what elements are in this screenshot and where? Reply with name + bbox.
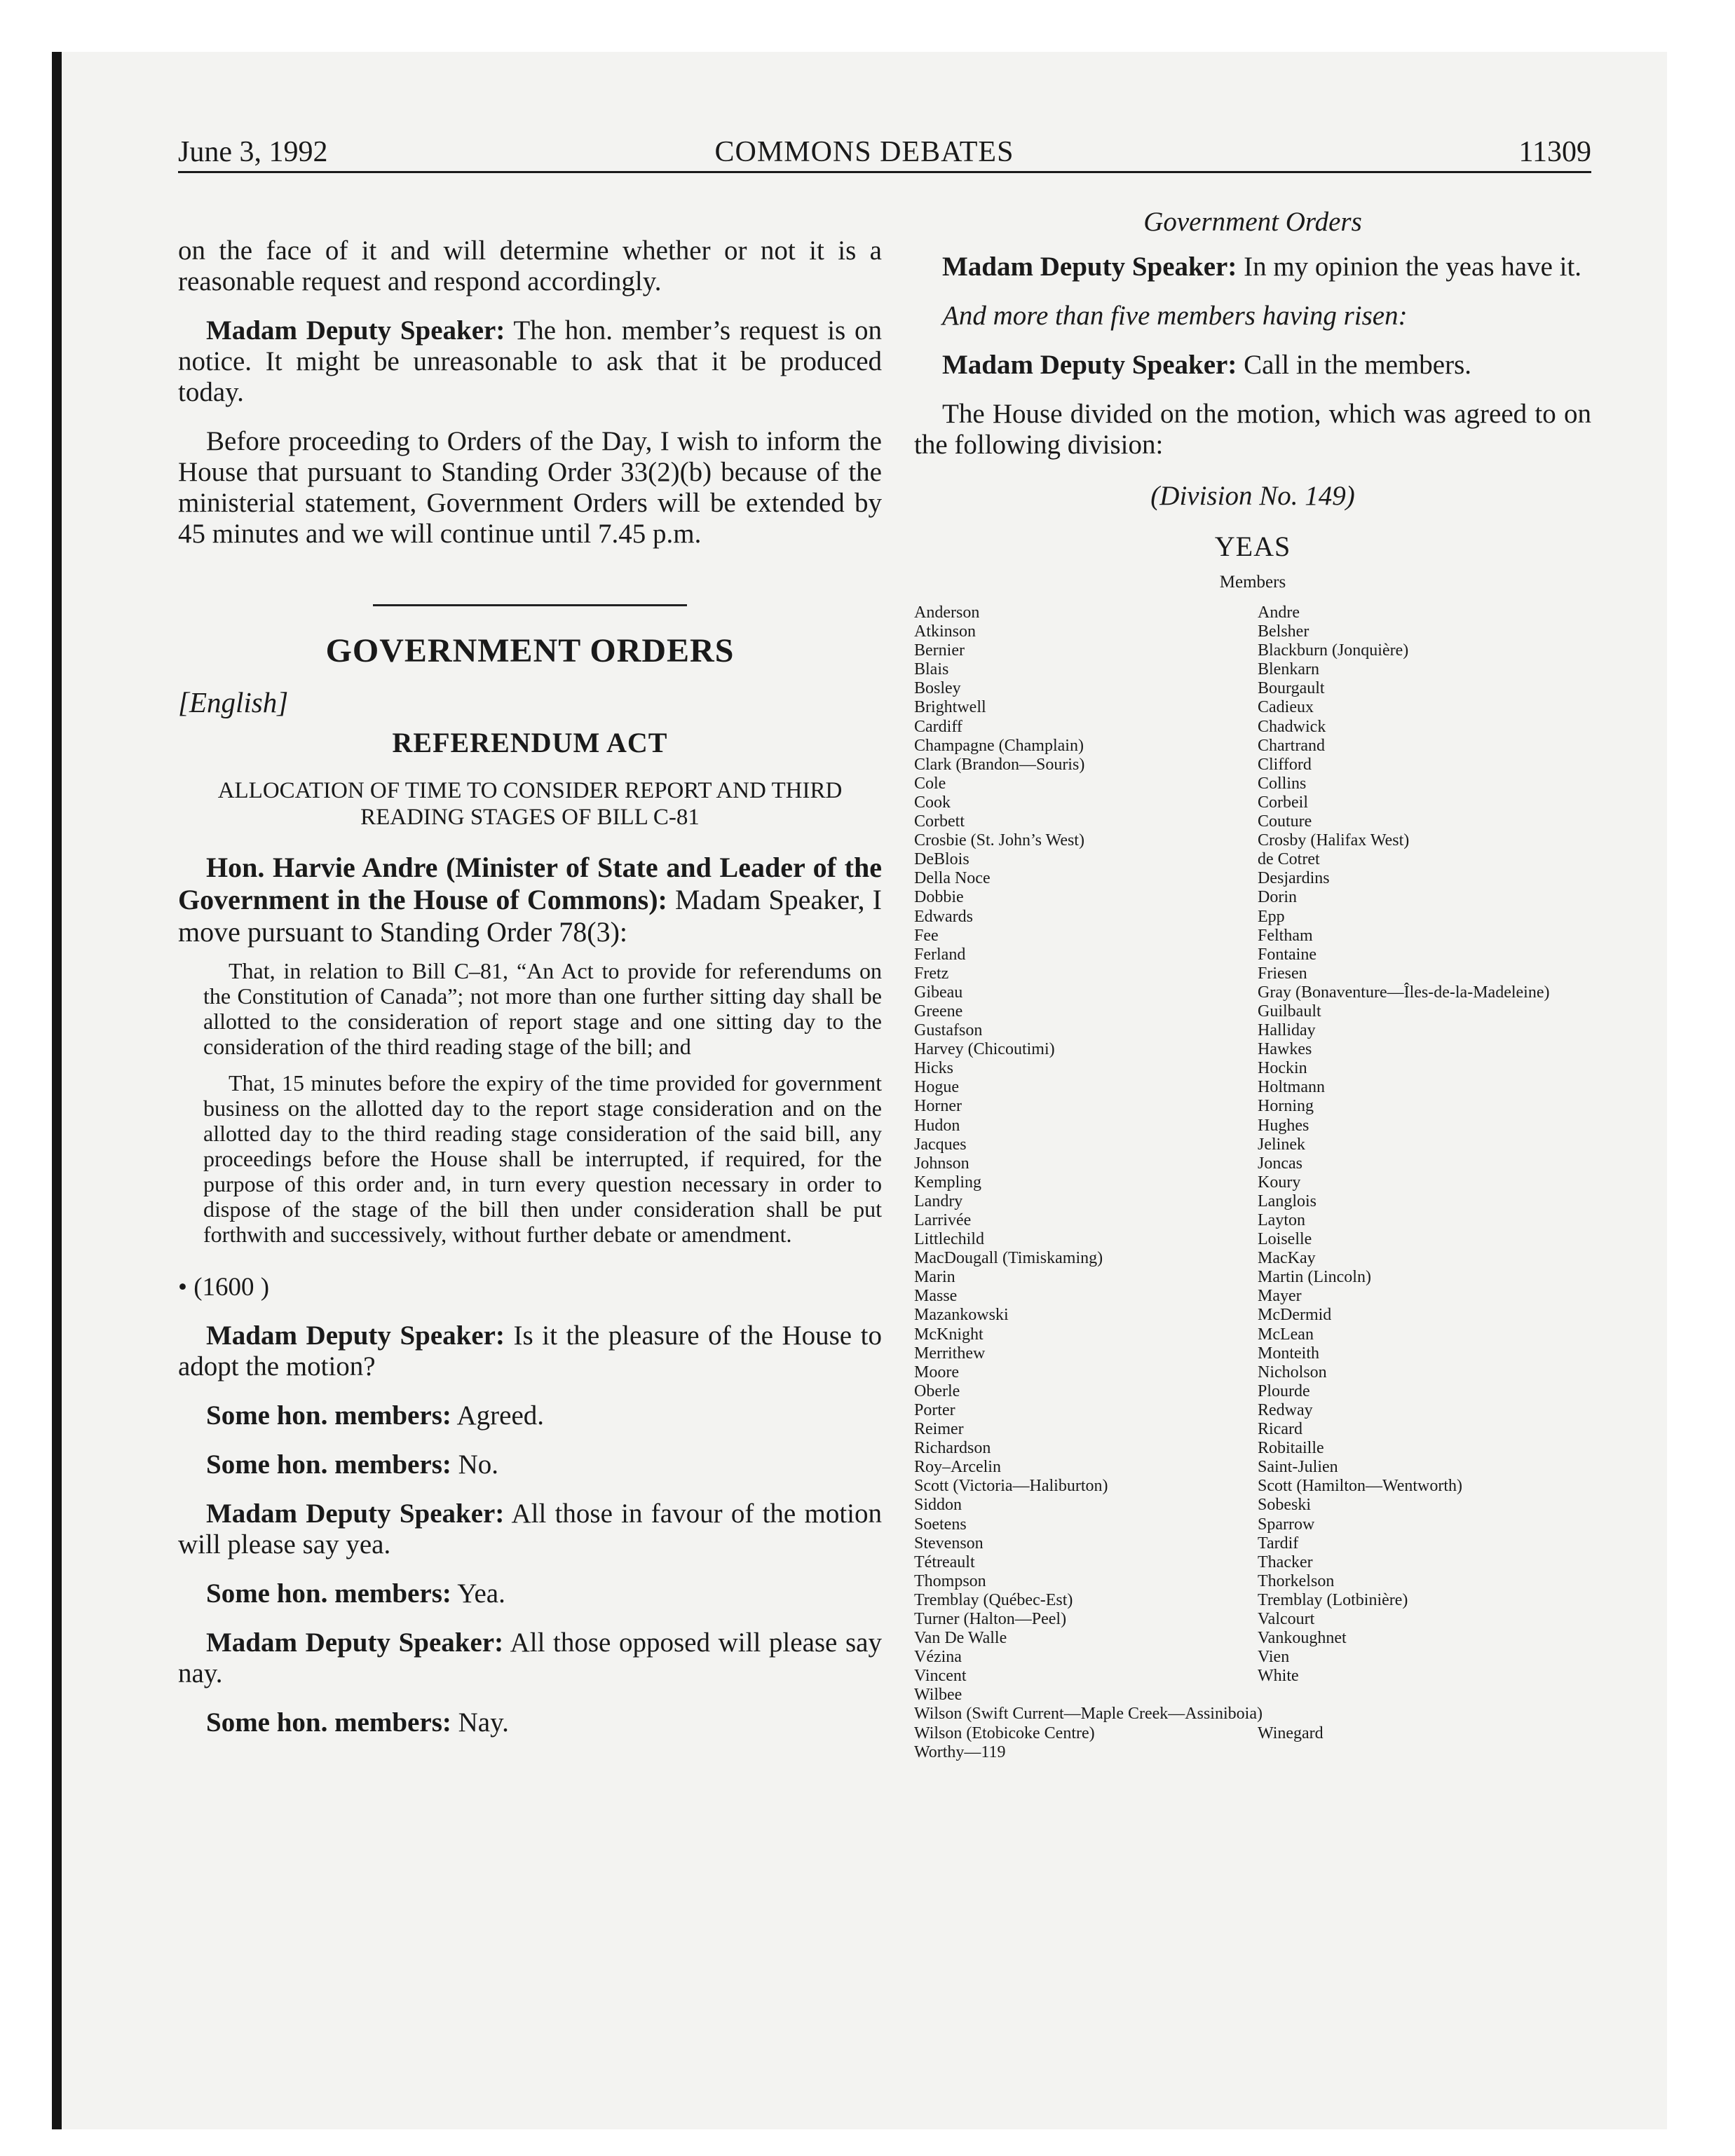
speech-text: The hon. member’s request is on notice. It might be unreasonable to ask that it be produced today.: [178, 315, 882, 407]
member-name: Wilson (Swift Current—Maple Creek—Assiniboia): [914, 1705, 1263, 1724]
member-name: Martin (Lincoln): [1258, 1268, 1371, 1287]
member-name: Plourde: [1258, 1381, 1310, 1400]
member-name: Greene: [914, 1002, 963, 1021]
member-name: Kempling: [914, 1173, 981, 1192]
member-name: Tremblay (Québec-Est): [914, 1590, 1073, 1609]
motion-text-2: That, 15 minutes before the expiry of the time provided for government business on the allotted day to the report stage consideration and on the allotted day to the third reading stage consideration of the said bill, any proceedings before the House shall be interrupted, if required, for the purpose of this order and, in turn every question necessary in order to dispose of the stage of the bill then under consideration shall be put forthwith and successively, without further debate or amendment.: [203, 1070, 882, 1247]
minister-paragraph: [178, 852, 882, 948]
speaker-paragraph: [178, 1499, 882, 1560]
paragraph-continuation: on the face of it and will determine whether or not it is a reasonable request and respond accordingly.: [178, 236, 882, 296]
member-name: Nicholson: [1258, 1363, 1327, 1381]
member-name: Soetens: [914, 1515, 967, 1534]
member-name: Friesen: [1258, 964, 1307, 983]
speaker-paragraph: [914, 252, 1591, 282]
member-name: DeBlois: [914, 850, 969, 869]
right-column: [914, 207, 1591, 1762]
member-name: White: [1258, 1667, 1299, 1686]
member-name: Mazankowski: [914, 1306, 1009, 1325]
member-name: Worthy—119: [914, 1742, 1006, 1761]
member-name: Vankoughnet: [1258, 1629, 1347, 1648]
member-name: Scott (Hamilton—Wentworth): [1258, 1477, 1463, 1496]
member-name: Van De Walle: [914, 1629, 1007, 1648]
minister-text: Madam Speaker, I move pursuant to Standing Order 78(3):: [178, 884, 883, 948]
member-name: Hogue: [914, 1078, 959, 1097]
speaker-name: Madam Deputy Speaker:: [206, 1499, 505, 1529]
speech-text: All those opposed will please say nay.: [178, 1628, 882, 1688]
member-name: MacKay: [1258, 1249, 1316, 1268]
speaker-paragraph: [178, 1707, 882, 1738]
member-name: Fontaine: [1258, 945, 1316, 964]
member-name: Masse: [914, 1287, 958, 1306]
member-name: Della Noce: [914, 869, 991, 888]
header-title: COMMONS DEBATES: [714, 136, 1014, 168]
member-name: Turner (Halton—Peel): [914, 1609, 1067, 1628]
timestamp: • (1600 ): [178, 1273, 270, 1302]
member-name: McKnight: [914, 1325, 984, 1344]
speaker-name: Some hon. members:: [206, 1707, 451, 1738]
member-name: Dobbie: [914, 888, 964, 907]
member-name: Thacker: [1258, 1553, 1313, 1571]
member-name: Anderson: [914, 603, 980, 622]
member-name: Hockin: [1258, 1059, 1307, 1078]
member-name: Atkinson: [914, 622, 977, 641]
member-name: Chadwick: [1258, 717, 1326, 736]
allocation-heading: ALLOCATION OF TIME TO CONSIDER REPORT AND THIRD READING STAGES OF BILL C-81: [217, 778, 843, 830]
member-name: Winegard: [1258, 1724, 1324, 1742]
yeas-list: [914, 603, 1591, 1762]
speaker-paragraph: [914, 350, 1591, 381]
member-name: Fee: [914, 926, 939, 945]
speaker-paragraph: [178, 1628, 882, 1689]
left-column: [178, 236, 882, 1738]
member-name: [1258, 1705, 1591, 1724]
speech-text: Agreed.: [451, 1400, 545, 1431]
member-name: Layton: [1258, 1211, 1305, 1229]
member-name: Thompson: [914, 1571, 986, 1590]
header-date: June 3, 1992: [178, 136, 328, 168]
member-name: Corbeil: [1258, 793, 1308, 812]
member-name: Wilson (Etobicoke Centre): [914, 1724, 1095, 1742]
member-name: Gibeau: [914, 983, 963, 1002]
member-name: Feltham: [1258, 926, 1313, 945]
speaker-paragraph: [178, 1449, 882, 1480]
speaker-name: Some hon. members:: [206, 1400, 451, 1431]
member-name: Edwards: [914, 907, 973, 926]
yeas-column-2: [1258, 603, 1591, 1762]
member-name: Merrithew: [914, 1344, 986, 1363]
member-name: Fretz: [914, 964, 949, 983]
member-name: McLean: [1258, 1325, 1314, 1344]
member-name: Blenkarn: [1258, 660, 1319, 679]
member-name: Bernier: [914, 641, 965, 660]
member-name: Sobeski: [1258, 1496, 1312, 1515]
header-page-number: 11309: [1518, 136, 1591, 168]
speaker-paragraph: [178, 315, 882, 408]
member-name: Cardiff: [914, 717, 962, 736]
member-name: Stevenson: [914, 1534, 984, 1553]
language-marker: [English]: [178, 686, 289, 718]
yeas-column-1: [914, 603, 1263, 1762]
member-name: Landry: [914, 1192, 963, 1210]
speaker-name: Madam Deputy Speaker:: [206, 1628, 504, 1658]
member-name: Jacques: [914, 1135, 967, 1154]
member-name: Richardson: [914, 1439, 991, 1458]
member-name: Desjardins: [1258, 869, 1330, 888]
member-name: Champagne (Champlain): [914, 736, 1084, 755]
member-name: Bosley: [914, 679, 961, 698]
member-name: Saint-Julien: [1258, 1458, 1338, 1477]
member-name: Cadieux: [1258, 698, 1314, 717]
member-name: Thorkelson: [1258, 1571, 1335, 1590]
member-name: Tétreault: [914, 1553, 975, 1571]
member-name: Ricard: [1258, 1420, 1302, 1439]
member-name: Epp: [1258, 907, 1285, 926]
member-name: Larrivée: [914, 1211, 972, 1229]
header-rule: [178, 171, 1591, 173]
member-name: Blais: [914, 660, 949, 679]
member-name: [1258, 1743, 1591, 1762]
speaker-paragraph: [178, 1578, 882, 1609]
member-name: Oberle: [914, 1381, 960, 1400]
member-name: Clifford: [1258, 755, 1312, 774]
member-name: Ferland: [914, 945, 966, 964]
members-label: Members: [1219, 573, 1286, 592]
member-name: Halliday: [1258, 1021, 1316, 1040]
speech-text: Call in the members.: [1237, 350, 1472, 380]
speech-text: Is it the pleasure of the House to adopt the motion?: [178, 1321, 882, 1381]
speaker-paragraph: [178, 1400, 882, 1431]
speaker-name: Madam Deputy Speaker:: [942, 252, 1237, 282]
members-risen-note: And more than five members having risen:: [942, 301, 1408, 331]
member-name: Hudon: [914, 1116, 960, 1135]
member-name: Moore: [914, 1363, 959, 1381]
member-name: Redway: [1258, 1400, 1313, 1419]
member-name: Hawkes: [1258, 1040, 1312, 1059]
member-name: [1258, 1686, 1591, 1705]
member-name: Corbett: [914, 812, 965, 831]
running-head: Government Orders: [1143, 207, 1362, 237]
speech-text: Nay.: [451, 1707, 509, 1738]
member-name: Vien: [1258, 1648, 1290, 1667]
member-name: Crosby (Halifax West): [1258, 831, 1410, 850]
member-name: Mayer: [1258, 1287, 1302, 1306]
paragraph-orders-of-day: Before proceeding to Orders of the Day, I wish to inform the House that pursuant to Standing Order 33(2)(b) because of the ministerial statement, Government Orders will be extended by 45 minutes and we will continue until 7.45 p.m.: [178, 426, 882, 549]
speaker-name: Madam Deputy Speaker:: [206, 1321, 505, 1351]
member-name: Couture: [1258, 812, 1312, 831]
member-name: Holtmann: [1258, 1078, 1325, 1097]
member-name: Cook: [914, 793, 951, 812]
member-name: Gray (Bonaventure—Îles-de-la-Madeleine): [1258, 983, 1550, 1002]
member-name: Andre: [1258, 603, 1300, 622]
member-name: Bourgault: [1258, 679, 1325, 698]
member-name: Robitaille: [1258, 1439, 1324, 1458]
member-name: Dorin: [1258, 888, 1297, 907]
motion-text-1: That, in relation to Bill C–81, “An Act to provide for referendums on the Constitution of Canada”; not more than one further sitting day shall be allotted to the consideration of report stage and one sitting day to the consideration of the third reading stage of the bill; and: [203, 958, 882, 1059]
member-name: Belsher: [1258, 622, 1309, 641]
speaker-name: Some hon. members:: [206, 1578, 451, 1609]
member-name: Koury: [1258, 1173, 1301, 1192]
member-name: Reimer: [914, 1420, 964, 1439]
member-name: Joncas: [1258, 1154, 1302, 1173]
member-name: Horning: [1258, 1097, 1314, 1116]
act-title: REFERENDUM ACT: [392, 727, 668, 758]
member-name: Porter: [914, 1400, 955, 1419]
member-name: Langlois: [1258, 1192, 1316, 1210]
member-name: Hughes: [1258, 1116, 1309, 1135]
member-name: Monteith: [1258, 1344, 1319, 1363]
speech-text: All those in favour of the motion will please say yea.: [178, 1499, 882, 1560]
member-name: Johnson: [914, 1154, 969, 1173]
member-name: Jelinek: [1258, 1135, 1305, 1154]
speech-text: No.: [451, 1449, 499, 1480]
speaker-name: Madam Deputy Speaker:: [206, 315, 505, 346]
document-page: [62, 52, 1667, 2129]
member-name: Gustafson: [914, 1021, 983, 1040]
member-name: Loiselle: [1258, 1230, 1312, 1249]
member-name: Vincent: [914, 1667, 967, 1686]
member-name: Harvey (Chicoutimi): [914, 1040, 1055, 1059]
speaker-paragraph: [178, 1321, 882, 1382]
division-number: (Division No. 149): [1150, 481, 1355, 511]
member-name: Hicks: [914, 1059, 953, 1078]
member-name: Sparrow: [1258, 1515, 1315, 1534]
member-name: Horner: [914, 1097, 962, 1116]
member-name: Wilbee: [914, 1686, 962, 1705]
member-name: Scott (Victoria—Haliburton): [914, 1477, 1108, 1496]
speech-text: In my opinion the yeas have it.: [1237, 252, 1582, 282]
speaker-name: Madam Deputy Speaker:: [942, 350, 1237, 380]
member-name: Cole: [914, 774, 946, 793]
yeas-heading: YEAS: [1214, 531, 1291, 562]
member-name: Blackburn (Jonquière): [1258, 641, 1409, 660]
division-intro: The House divided on the motion, which was agreed to on the following division:: [914, 399, 1591, 460]
member-name: Brightwell: [914, 698, 986, 717]
minister-name: Hon. Harvie Andre (Minister of State and Leader of the Government in the House of Commons):: [178, 852, 882, 915]
member-name: Littlechild: [914, 1230, 984, 1249]
member-name: Chartrand: [1258, 736, 1325, 755]
member-name: Marin: [914, 1268, 955, 1287]
member-name: MacDougall (Timiskaming): [914, 1249, 1103, 1268]
member-name: Vézina: [914, 1648, 962, 1667]
member-name: Valcourt: [1258, 1609, 1315, 1628]
member-name: Collins: [1258, 774, 1307, 793]
member-name: Siddon: [914, 1496, 962, 1515]
member-name: de Cotret: [1258, 850, 1320, 869]
scan-edge: [52, 52, 62, 2129]
member-name: Crosbie (St. John’s West): [914, 831, 1084, 850]
member-name: McDermid: [1258, 1306, 1332, 1325]
member-name: Guilbault: [1258, 1002, 1321, 1021]
speaker-name: Some hon. members:: [206, 1449, 451, 1480]
member-name: Clark (Brandon—Souris): [914, 755, 1085, 774]
member-name: Roy–Arcelin: [914, 1458, 1001, 1477]
speech-text: Yea.: [451, 1578, 505, 1609]
member-name: Tardif: [1258, 1534, 1299, 1553]
section-title: GOVERNMENT ORDERS: [325, 632, 735, 669]
member-name: Tremblay (Lotbinière): [1258, 1590, 1408, 1609]
